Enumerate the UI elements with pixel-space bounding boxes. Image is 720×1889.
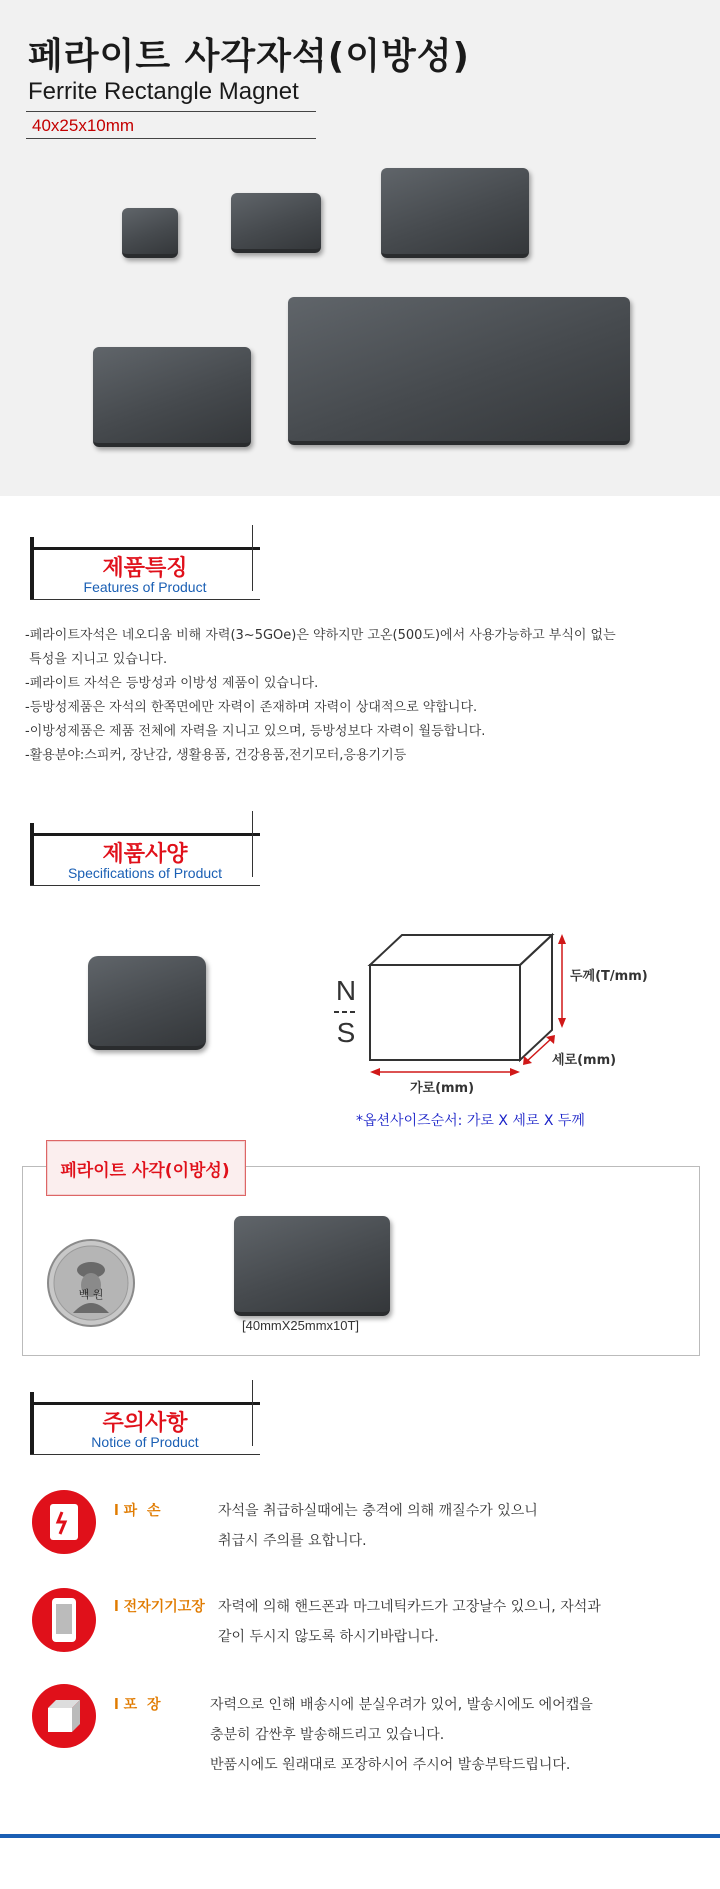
notice-subtitle: Notice of Product: [91, 1434, 199, 1450]
magnet-spec-photo: [88, 956, 206, 1050]
header-top-bar: [30, 833, 260, 836]
notice-label-electronics: l 전자기기고장: [114, 1599, 205, 1615]
size-label: 40x25x10mm: [32, 116, 135, 135]
notice-text-line: 자력에 의해 핸드폰과 마그네틱카드가 고장날수 있으니, 자석과: [218, 1599, 601, 1615]
feature-line: -이방성제품은 제품 전체에 자력을 지니고 있으며, 등방성보다 자력이 월등합니다.: [25, 724, 486, 739]
box-side-face: [520, 935, 552, 1060]
thickness-label: 두께(T/mm): [570, 969, 648, 984]
header-bottom-line: [30, 599, 260, 600]
magnet-photo-large: [381, 168, 529, 258]
feature-line: 특성을 지니고 있습니다.: [25, 652, 168, 667]
title-divider: [26, 111, 316, 112]
notice-text-line: 취급시 주의를 요합니다.: [218, 1533, 367, 1549]
magnet-product-photo: [234, 1216, 390, 1316]
feature-line: -등방성제품은 자석의 한쪽면에만 자력이 존재하며 자력이 상대적으로 약합니다.: [25, 700, 478, 715]
depth-label: 세로(mm): [552, 1053, 617, 1068]
magnet-photo-xlarge: [288, 297, 630, 445]
coin-text: 백 원: [78, 1288, 104, 1301]
page-title: 페라이트 사각자석(이방성): [28, 36, 470, 77]
notice-text-line: 충분히 감싼후 발송해드리고 있습니다.: [210, 1727, 445, 1743]
feature-line: -페라이트 자석은 등방성과 이방성 제품이 있습니다.: [25, 676, 319, 691]
bottom-divider: [0, 1834, 720, 1838]
pole-n-label: N: [335, 975, 357, 1006]
magnet-photo-small: [122, 208, 178, 258]
product-size-caption: [40mmX25mmx10T]: [242, 1318, 360, 1333]
specs-title: 제품사양: [102, 842, 188, 867]
notice-label-packaging: l 포 장: [114, 1697, 161, 1713]
features-section-header: [30, 537, 260, 599]
magnet-photo-wide: [93, 347, 251, 447]
notice-title: 주의사항: [102, 1411, 188, 1436]
width-label: 가로(mm): [409, 1081, 475, 1096]
broken-icon: [32, 1490, 96, 1554]
specs-section-header: [30, 823, 260, 885]
features-title: 제품특징: [102, 556, 188, 581]
thickness-arrow-head-bottom: [558, 1018, 566, 1028]
header-bottom-line: [30, 1454, 260, 1455]
notice-text-line: 자석을 취급하실때에는 충격에 의해 깨질수가 있으니: [218, 1503, 538, 1519]
notice-text-line: 같이 두시지 않도록 하시기바랍니다.: [218, 1629, 439, 1645]
feature-line: -활용분야:스피커, 장난감, 생활용품, 건강용품,전기모터,응용기기등: [25, 748, 407, 763]
notice-section-header: [30, 1392, 260, 1454]
thickness-arrow-head-top: [558, 934, 566, 944]
dimension-diagram: [330, 920, 650, 1100]
phone-icon-screen: [56, 1604, 72, 1634]
magnet-photo-medium: [231, 193, 321, 253]
page-subtitle: Ferrite Rectangle Magnet: [28, 78, 299, 105]
feature-line: -페라이트자석은 네오디움 비해 자력(3~5GOe)은 약하지만 고온(500도)에서 사용가능하고 부식이 없는: [25, 628, 616, 643]
pole-s-label: S: [336, 1017, 356, 1048]
notice-text-line: 자력으로 인해 배송시에 분실우려가 있어, 발송시에도 에어캡을: [210, 1697, 593, 1713]
features-subtitle: Features of Product: [83, 579, 207, 595]
box-icon-front: [48, 1708, 72, 1732]
header-top-bar: [30, 1402, 260, 1405]
width-arrow-head-right: [510, 1068, 520, 1076]
box-icon: [32, 1684, 96, 1748]
box-front-face: [370, 965, 520, 1060]
header-top-bar: [30, 547, 260, 550]
size-divider: [26, 138, 316, 139]
phone-icon: [32, 1588, 96, 1652]
specs-subtitle: Specifications of Product: [67, 865, 223, 881]
product-label: 페라이트 사각(이방성): [60, 1161, 230, 1181]
header-bottom-line: [30, 885, 260, 886]
width-arrow-head-left: [370, 1068, 380, 1076]
notice-label-damage: l 파 손: [114, 1503, 161, 1519]
option-size-note: *옵션사이즈순서: 가로 X 세로 X 두께: [356, 1113, 585, 1129]
notice-text-line: 반품시에도 원래대로 포장하시어 주시어 발송부탁드립니다.: [210, 1757, 571, 1773]
coin-scale-reference: [46, 1238, 136, 1328]
